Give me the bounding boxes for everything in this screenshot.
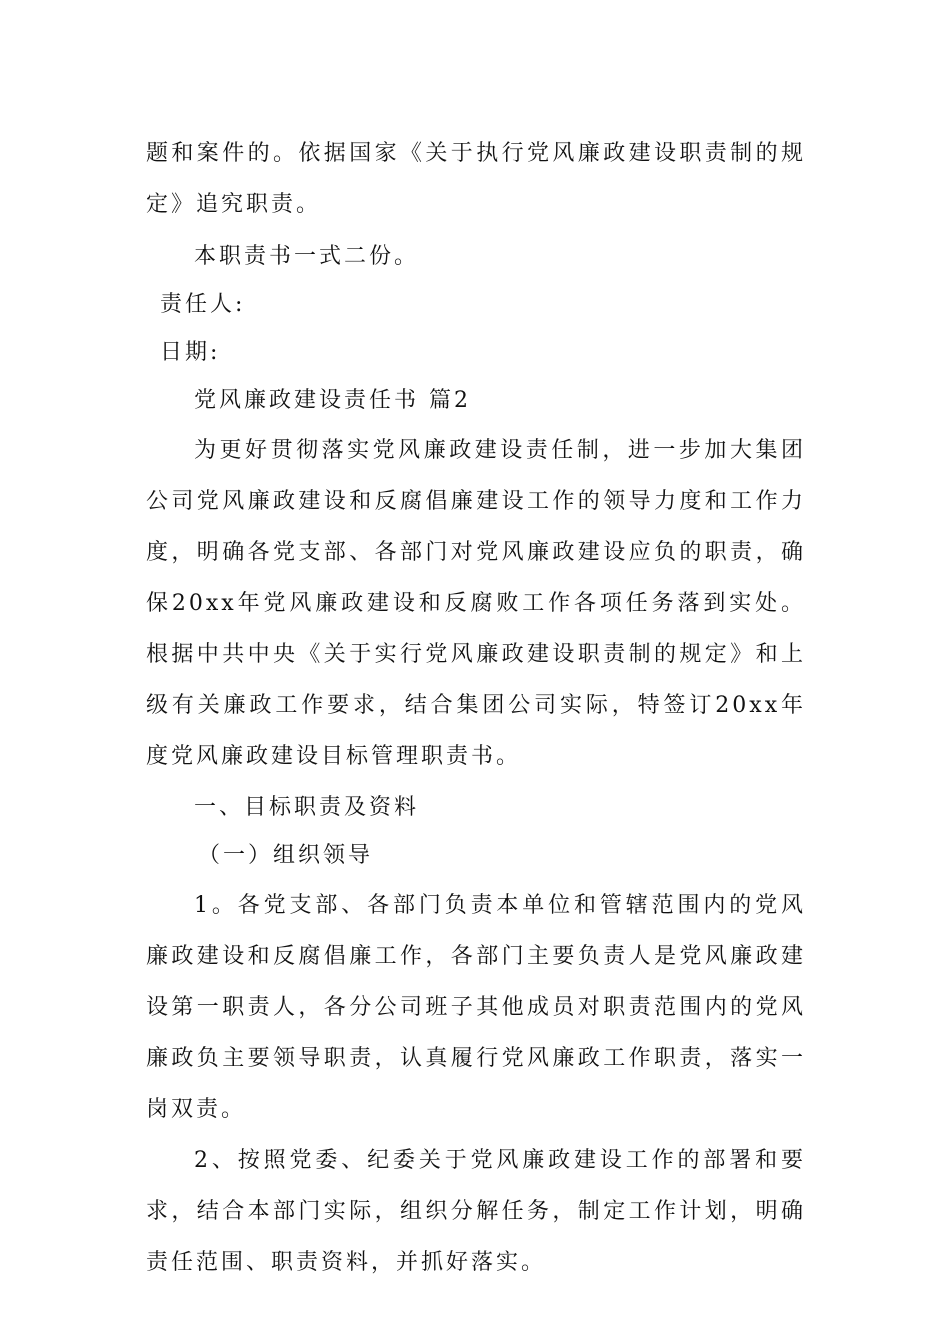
- date-label: 日期:: [160, 340, 221, 365]
- paragraph-continuation: 题和案件的。依据国家《关于执行党风廉政建设职责制的规定》追究职责。: [146, 141, 806, 217]
- heading-organization: （一）组织领导: [198, 843, 374, 868]
- responsible-person-label: 责任人:: [160, 292, 246, 317]
- paragraph-item-1: 1。各党支部、各部门负责本单位和管辖范围内的党风廉政建设和反腐倡廉工作，各部门主要负责人是党风廉政建设第一职责人，各分公司班子其他成员对职责范围内的党风廉政负主要领导职责，认真履行党风廉政工作职责，落实一岗双责。: [146, 893, 806, 1122]
- paragraph-copies: 本职责书一式二份。: [194, 244, 420, 269]
- paragraph-item-2: 2、按照党委、纪委关于党风廉政建设工作的部署和要求，结合本部门实际，组织分解任务，制定工作计划，明确责任范围、职责资料，并抓好落实。: [146, 1148, 806, 1275]
- heading-goals: 一、目标职责及资料: [194, 795, 420, 820]
- document-body: [146, 128, 806, 1288]
- section-title: 党风廉政建设责任书 篇2: [194, 388, 471, 413]
- paragraph-intro: 为更好贯彻落实党风廉政建设责任制，进一步加大集团公司党风廉政建设和反腐倡廉建设工作的领导力度和工作力度，明确各党支部、各部门对党风廉政建设应负的职责，确保20xx年党风廉政建设和反腐败工作各项任务落到实处。根据中共中央《关于实行党风廉政建设职责制的规定》和上级有关廉政工作要求，结合集团公司实际，特签订20xx年度党风廉政建设目标管理职责书。: [146, 438, 806, 769]
